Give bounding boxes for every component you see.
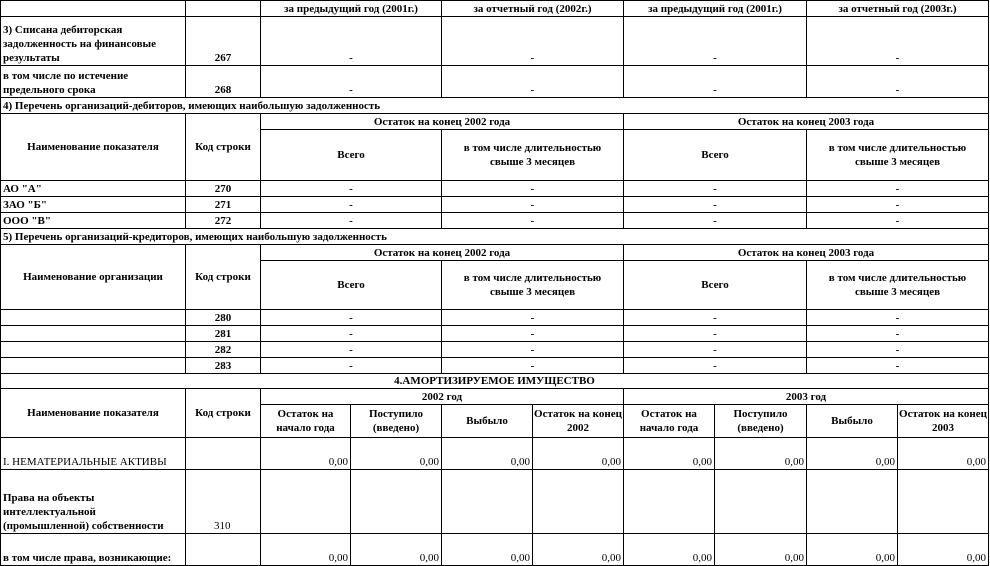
creditor-value: -	[806, 325, 989, 342]
debtor-value: -	[441, 212, 624, 229]
creditor-value: -	[441, 357, 624, 374]
amort-end-2002: Остаток на конец 2002	[532, 404, 624, 438]
row-intangible-code	[185, 437, 261, 470]
creditor-value: -	[806, 341, 989, 358]
row-267-v4: -	[806, 16, 989, 66]
amort-in-2002: Поступило (введено)	[350, 404, 442, 438]
debtor-value: -	[806, 212, 989, 229]
sec4-over3-2003: в том числе длительностью свыше 3 месяцев	[806, 129, 989, 181]
amount-cell-empty	[260, 469, 351, 534]
amount-cell: 0,00	[260, 437, 351, 470]
creditor-value: -	[260, 309, 442, 326]
amount-cell: 0,00	[260, 533, 351, 566]
row-268-v1: -	[260, 65, 442, 98]
amount-cell: 0,00	[350, 437, 442, 470]
creditor-name	[0, 325, 186, 342]
sec4-group-2002: Остаток на конец 2002 года	[260, 113, 624, 130]
row-267-v1: -	[260, 16, 442, 66]
amount-cell: 0,00	[623, 533, 715, 566]
debtor-value: -	[260, 196, 442, 213]
sec4-total-2003: Всего	[623, 129, 807, 181]
debtor-code: 270	[185, 180, 261, 197]
creditor-code: 281	[185, 325, 261, 342]
debtor-value: -	[441, 196, 624, 213]
sec4-total-2002: Всего	[260, 129, 442, 181]
section-4-title: 4) Перечень организаций-дебиторов, имеющих наибольшую задолженность	[0, 97, 989, 114]
header-prev-2001-b: за предыдущий год (2001г.)	[623, 0, 807, 17]
row-267-v3: -	[623, 16, 807, 66]
header-prev-2001: за предыдущий год (2001г.)	[260, 0, 442, 17]
header-empty-name	[0, 0, 186, 17]
creditor-value: -	[441, 341, 624, 358]
amount-cell: 0,00	[350, 533, 442, 566]
debtor-value: -	[260, 212, 442, 229]
sec5-total-2002: Всего	[260, 260, 442, 310]
row-268-v3: -	[623, 65, 807, 98]
amount-cell: 0,00	[623, 437, 715, 470]
debtor-value: -	[623, 196, 807, 213]
amount-cell: 0,00	[532, 437, 624, 470]
creditor-value: -	[441, 309, 624, 326]
creditor-value: -	[623, 325, 807, 342]
amount-cell: 0,00	[897, 437, 989, 470]
row-267-label: 3) Списана дебиторская задолженность на финансовые результаты	[0, 16, 186, 66]
row-268-v2: -	[441, 65, 624, 98]
sec4-col-name: Наименование показателя	[0, 113, 186, 181]
creditor-value: -	[260, 341, 442, 358]
amount-cell: 0,00	[714, 437, 807, 470]
amort-start-2002: Остаток на начало года	[260, 404, 351, 438]
header-curr-2002: за отчетный год (2002г.)	[441, 0, 624, 17]
amount-cell: 0,00	[806, 437, 898, 470]
sec5-total-2003: Всего	[623, 260, 807, 310]
creditor-code: 282	[185, 341, 261, 358]
creditor-value: -	[623, 341, 807, 358]
creditor-value: -	[260, 325, 442, 342]
amort-in-2003: Поступило (введено)	[714, 404, 807, 438]
section-5-title: 5) Перечень организаций-кредиторов, имеющих наибольшую задолженность	[0, 228, 989, 245]
row-intangible-label: I. НЕМАТЕРИАЛЬНЫЕ АКТИВЫ	[0, 437, 186, 470]
sec5-group-2003: Остаток на конец 2003 года	[623, 244, 989, 261]
amount-cell: 0,00	[441, 437, 533, 470]
amount-cell: 0,00	[441, 533, 533, 566]
creditor-name	[0, 309, 186, 326]
row-rights-code	[185, 533, 261, 566]
amount-cell: 0,00	[532, 533, 624, 566]
row-267-v2: -	[441, 16, 624, 66]
creditor-code: 280	[185, 309, 261, 326]
amount-cell: 0,00	[714, 533, 807, 566]
amort-out-2002: Выбыло	[441, 404, 533, 438]
amount-cell-empty	[806, 469, 898, 534]
sec5-group-2002: Остаток на конец 2002 года	[260, 244, 624, 261]
amort-start-2003: Остаток на начало года	[623, 404, 715, 438]
amount-cell: 0,00	[897, 533, 989, 566]
debtor-value: -	[806, 196, 989, 213]
amort-end-2003: Остаток на конец 2003	[897, 404, 989, 438]
debtor-value: -	[441, 180, 624, 197]
creditor-value: -	[260, 357, 442, 374]
amort-out-2003: Выбыло	[806, 404, 898, 438]
row-268-label: в том числе по истечение предельного срока	[0, 65, 186, 98]
amount-cell: 0,00	[806, 533, 898, 566]
creditor-value: -	[623, 357, 807, 374]
sec4-group-2003: Остаток на конец 2003 года	[623, 113, 989, 130]
creditor-value: -	[806, 309, 989, 326]
amount-cell-empty	[623, 469, 715, 534]
row-268-code: 268	[185, 65, 261, 98]
debtor-code: 272	[185, 212, 261, 229]
row-rights-label: в том числе права, возникающие:	[0, 533, 186, 566]
creditor-code: 283	[185, 357, 261, 374]
row-267-code: 267	[185, 16, 261, 66]
header-empty-code	[185, 0, 261, 17]
debtor-value: -	[623, 180, 807, 197]
row-310-label: Права на объекты интеллектуальной (промышленной) собственности	[0, 469, 186, 534]
sec4-col-code: Код строки	[185, 113, 261, 181]
amount-cell-empty	[532, 469, 624, 534]
debtor-value: -	[806, 180, 989, 197]
amount-cell-empty	[714, 469, 807, 534]
row-268-v4: -	[806, 65, 989, 98]
creditor-name	[0, 357, 186, 374]
amount-cell-empty	[350, 469, 442, 534]
debtor-value: -	[623, 212, 807, 229]
sec5-col-name: Наименование организации	[0, 244, 186, 310]
amort-col-name: Наименование показателя	[0, 388, 186, 438]
amort-title: 4.АМОРТИЗИРУЕМОЕ ИМУЩЕСТВО	[0, 373, 989, 389]
row-310-code: 310	[185, 469, 261, 534]
debtor-code: 271	[185, 196, 261, 213]
creditor-value: -	[623, 309, 807, 326]
creditor-name	[0, 341, 186, 358]
debtor-name: ООО "В"	[0, 212, 186, 229]
creditor-value: -	[441, 325, 624, 342]
sec5-over3-2003: в том числе длительностью свыше 3 месяцев	[806, 260, 989, 310]
header-curr-2003: за отчетный год (2003г.)	[806, 0, 989, 17]
creditor-value: -	[806, 357, 989, 374]
amort-year-2002: 2002 год	[260, 388, 624, 405]
sec5-over3-2002: в том числе длительностью свыше 3 месяцев	[441, 260, 624, 310]
amount-cell-empty	[441, 469, 533, 534]
debtor-name: АО "А"	[0, 180, 186, 197]
debtor-name: ЗАО "Б"	[0, 196, 186, 213]
sec5-col-code: Код строки	[185, 244, 261, 310]
amort-col-code: Код строки	[185, 388, 261, 438]
sec4-over3-2002: в том числе длительностью свыше 3 месяцев	[441, 129, 624, 181]
debtor-value: -	[260, 180, 442, 197]
amount-cell-empty	[897, 469, 989, 534]
amort-year-2003: 2003 год	[623, 388, 989, 405]
